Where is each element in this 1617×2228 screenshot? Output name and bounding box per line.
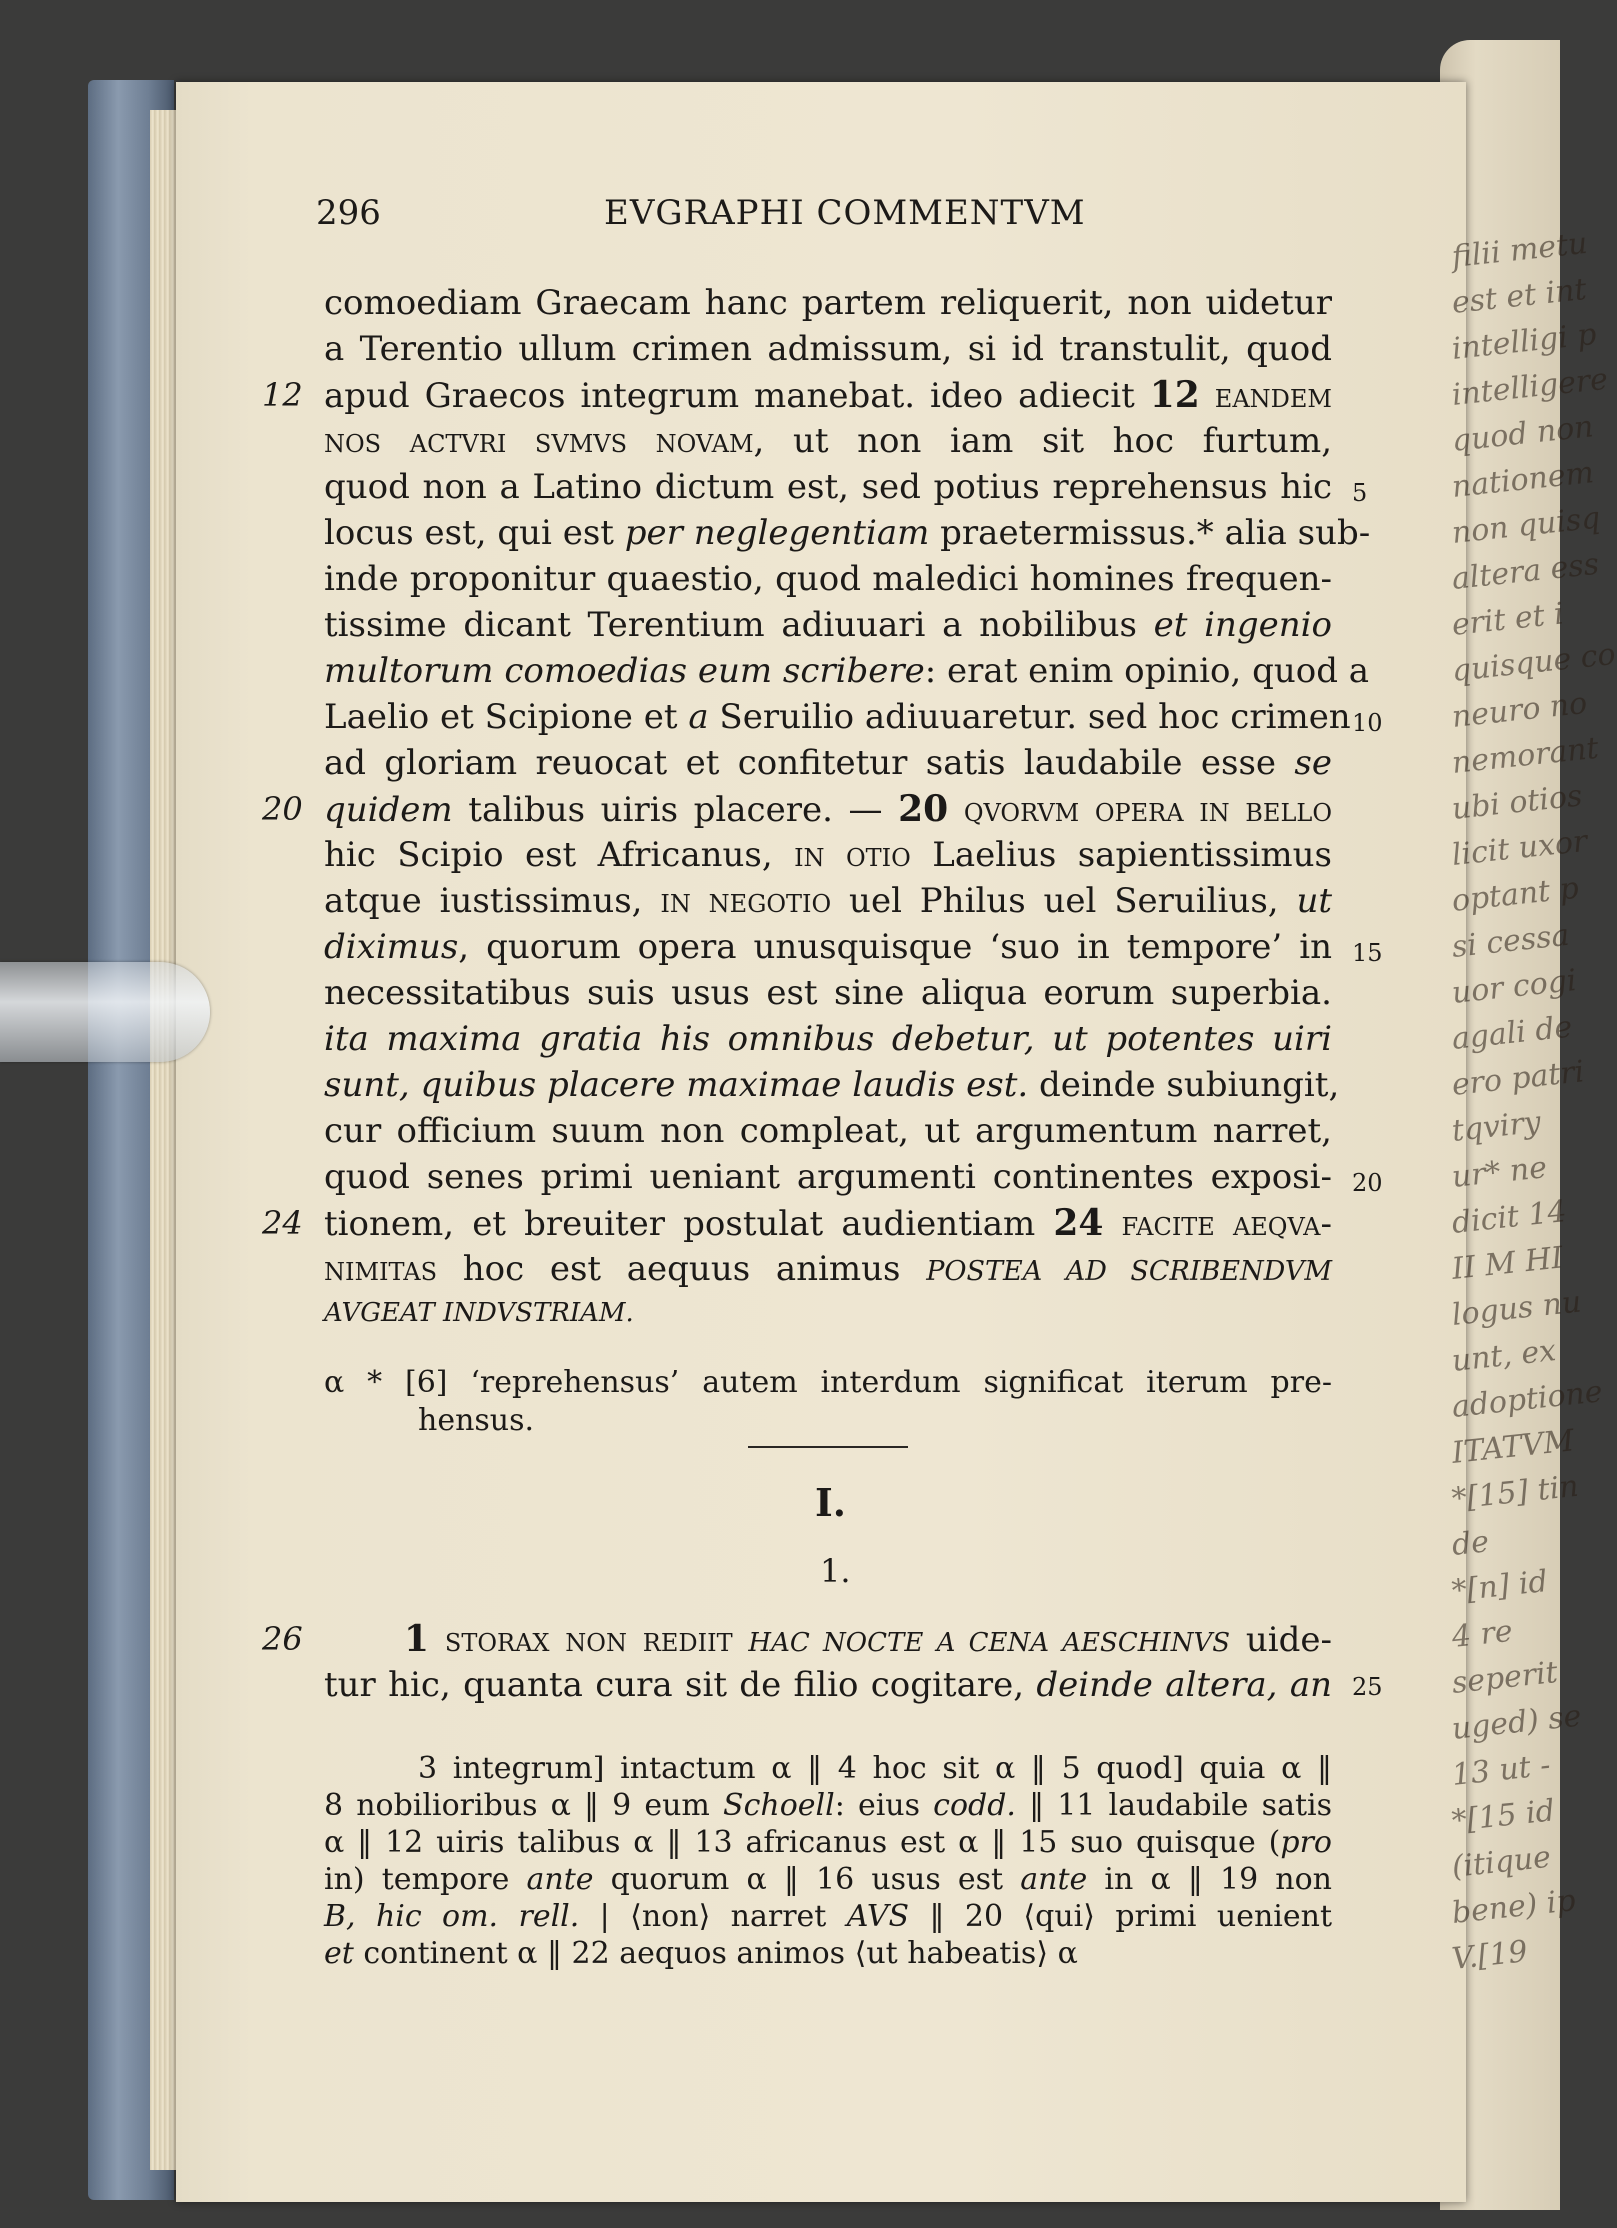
facing-page-fragment: optant p — [1450, 870, 1581, 919]
text-line: Laelio et Scipione et a Seruilio adiuuaretur. sed hoc crimen — [324, 697, 1351, 737]
facing-page-fragment: bene) ip — [1450, 1883, 1578, 1931]
apparatus-line: et continent α ‖ 22 aequos animos ⟨ut habeatis⟩ α — [324, 1936, 1078, 1971]
facing-page-fragment: dicit 14 — [1450, 1194, 1569, 1241]
facing-page-fragment: quod non — [1450, 409, 1596, 459]
text-line: apud Graecos integrum manebat. ideo adiecit 12 eandem — [324, 374, 1332, 416]
facing-page-fragment: 4 re — [1450, 1613, 1515, 1655]
facing-page-fragment: (itique — [1450, 1839, 1553, 1885]
facing-page-fragment: est et int — [1450, 271, 1589, 321]
section-heading: I. — [815, 1480, 847, 1525]
facing-page-fragment: filii metu — [1450, 225, 1590, 275]
facing-page-fragment: quisque co — [1450, 636, 1617, 689]
apparatus-line: 3 integrum] intactum α ‖ 4 hoc sit α ‖ 5 quod] quia α ‖ — [418, 1751, 1332, 1786]
text-line: cur officium suum non compleat, ut argumentum narret, — [324, 1111, 1332, 1151]
text-line: inde proponitur quaestio, quod maledici homines frequen- — [324, 559, 1332, 599]
text-line: nos actvri svmvs novam, ut non iam sit hoc furtum, — [324, 421, 1333, 461]
apparatus-line: α ‖ 12 uiris talibus α ‖ 13 africanus est α ‖ 15 suo quisque (pro — [324, 1825, 1332, 1860]
facing-page-fragment: *[n] id — [1450, 1564, 1550, 1609]
facing-page-fragment: adoptione — [1450, 1374, 1605, 1425]
facing-page-fragment: tqviry — [1450, 1104, 1543, 1149]
text-line: tionem, et breuiter postulat audientiam 24 facite aeqva- — [324, 1202, 1332, 1244]
text-line: a Terentio ullum crimen admissum, si id transtulit, quod — [324, 329, 1332, 369]
section-divider — [748, 1446, 908, 1448]
facing-page-fragment: licit uxor — [1450, 823, 1589, 873]
facing-page-fragment: altera ess — [1450, 546, 1601, 597]
facing-page-fragment: nemorant — [1450, 730, 1601, 781]
facing-page-fragment: agali de — [1450, 1009, 1574, 1057]
facing-page-fragment: ur* ne — [1450, 1150, 1549, 1195]
text-line: AVGEAT INDVSTRIAM. — [324, 1298, 634, 1328]
line-number: 25 — [1352, 1673, 1383, 1701]
facing-page-fragment: *[15] tin — [1450, 1468, 1581, 1517]
page-holder-glass — [0, 962, 210, 1062]
line-number: 15 — [1352, 939, 1383, 967]
facing-page-fragment: logus nu — [1450, 1284, 1583, 1333]
facing-page-fragment: unt, ex — [1450, 1333, 1558, 1379]
facing-page-fragment: uor cogi — [1450, 963, 1579, 1011]
margin-number: 26 — [262, 1620, 303, 1658]
text-line: nimitas hoc est aequus animus POSTEA AD SCRIBENDVM — [324, 1249, 1332, 1289]
line-number: 20 — [1352, 1169, 1383, 1197]
apparatus-line: in) tempore ante quorum α ‖ 16 usus est ante in α ‖ 19 non — [324, 1862, 1333, 1897]
facing-page-fragment: 13 ut - — [1450, 1747, 1553, 1793]
text-line: tur hic, quanta cura sit de filio cogitare, deinde altera, an — [324, 1665, 1332, 1705]
footnote-line: α * [6] ‘reprehensus’ autem interdum significat iterum pre- — [324, 1365, 1332, 1400]
facing-page-fragment: nationem — [1450, 455, 1596, 505]
facing-page-fragment: ero patri — [1450, 1054, 1586, 1103]
text-line: quidem talibus uiris placere. — 20 qvorvm opera in bello — [324, 788, 1332, 830]
text-line: multorum comoedias eum scribere: erat enim opinio, quod a — [324, 651, 1370, 691]
text-line: ad gloriam reuocat et confitetur satis laudabile esse se — [324, 743, 1332, 783]
facing-page-fragment: ITATVM — [1450, 1423, 1576, 1471]
facing-page-fragment: ubi otios — [1450, 778, 1584, 827]
page-number: 296 — [316, 193, 381, 233]
line-number: 5 — [1352, 479, 1368, 507]
text-line: hic Scipio est Africanus, in otio Laelius sapientissimus — [324, 835, 1332, 875]
facing-page-fragment: uged) se — [1450, 1698, 1583, 1747]
margin-number: 20 — [262, 790, 303, 828]
text-line: comoediam Graecam hanc partem reliquerit, non uidetur — [324, 283, 1332, 323]
text-line: diximus, quorum opera unusquisque ‘suo in tempore’ in — [324, 927, 1332, 967]
text-line: 1 storax non rediit HAC NOCTE A CENA AESCHINVS uide- — [404, 1618, 1332, 1660]
facing-page-fragment: seperit — [1450, 1655, 1560, 1701]
facing-page-fragment: neuro no — [1450, 685, 1589, 735]
facing-page-fragment: V.[19 — [1450, 1934, 1530, 1977]
line-number: 10 — [1352, 709, 1383, 737]
text-line: atque iustissimus, in negotio uel Philus uel Seruilius, ut — [324, 881, 1332, 921]
text-line: quod senes primi ueniant argumenti continentes exposi- — [324, 1157, 1332, 1197]
text-line: necessitatibus suis usus est sine aliqua eorum superbia. — [324, 973, 1332, 1013]
text-line: ita maxima gratia his omnibus debetur, ut potentes uiri — [324, 1019, 1332, 1059]
facing-page-fragment: si cessa — [1450, 917, 1571, 965]
apparatus-line: B, hic om. rell. | ⟨non⟩ narret AVS ‖ 20 ⟨qui⟩ primi uenient — [324, 1899, 1332, 1934]
text-line: sunt, quibus placere maximae laudis est. deinde subiungit, — [324, 1065, 1340, 1105]
margin-number: 12 — [262, 376, 303, 414]
facing-page-fragment: *[15 id — [1450, 1793, 1557, 1839]
facing-page-fragment: II M HI — [1450, 1240, 1565, 1287]
footnote-line: hensus. — [418, 1403, 535, 1438]
text-line: tissime dicant Terentium adiuuari a nobilibus et ingenio — [324, 605, 1332, 645]
facing-page-fragment: non quisq — [1450, 500, 1602, 551]
facing-page-fragment: erit et i — [1450, 596, 1566, 643]
text-line: quod non a Latino dictum est, sed potius reprehensus hic — [324, 467, 1332, 507]
subsection-heading: 1. — [820, 1552, 851, 1590]
running-title: EVGRAPHI COMMENTVM — [604, 193, 1086, 233]
margin-number: 24 — [262, 1204, 303, 1242]
apparatus-line: 8 nobilioribus α ‖ 9 eum Schoell: eius codd. ‖ 11 laudabile satis — [324, 1788, 1333, 1823]
facing-page-fragment: de — [1450, 1524, 1491, 1563]
facing-page-fragment: intelligi p — [1450, 316, 1599, 367]
facing-page-fragment: intelligere — [1450, 361, 1610, 413]
text-line: locus est, qui est per neglegentiam praetermissus.* alia sub- — [324, 513, 1371, 553]
